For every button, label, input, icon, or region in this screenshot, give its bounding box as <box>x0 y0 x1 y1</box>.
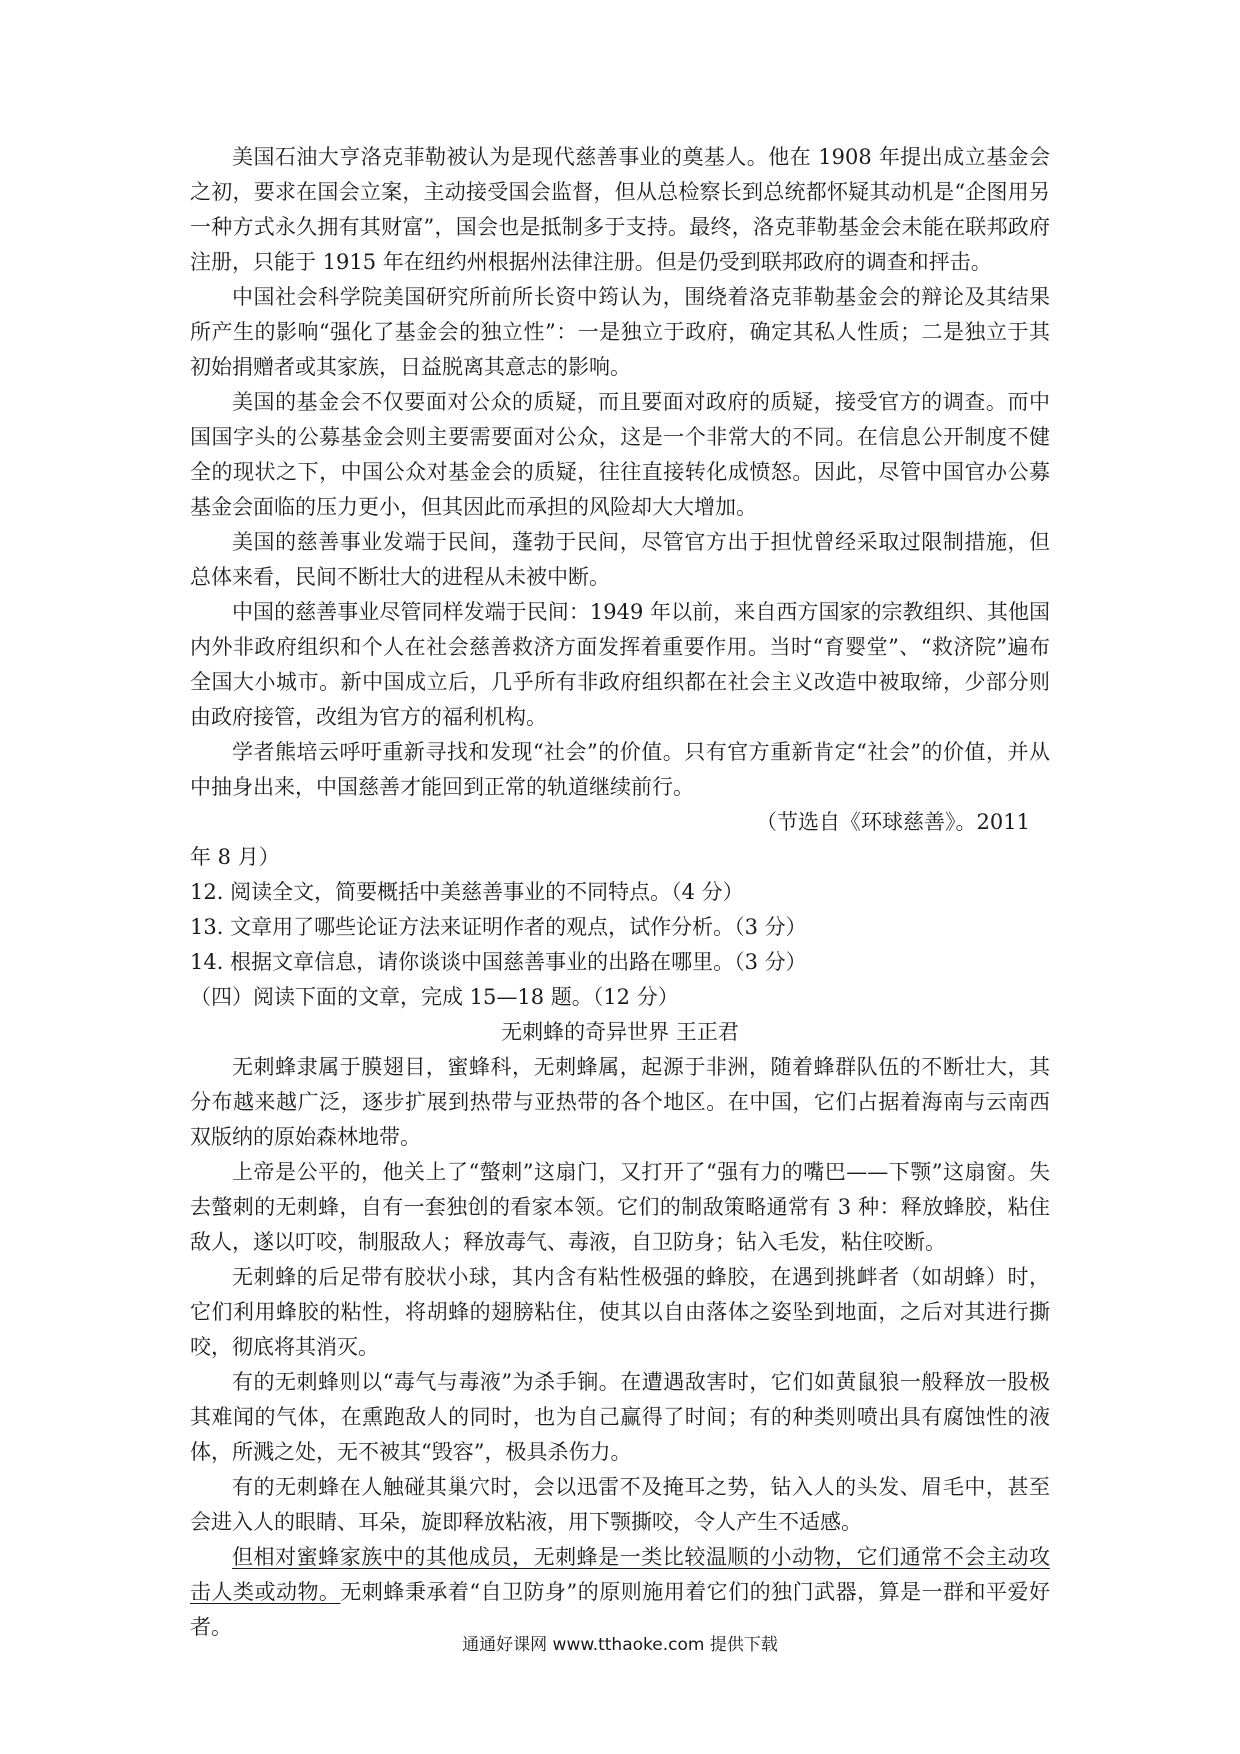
source-note: （节选自《环球慈善》。2011 <box>756 810 1030 834</box>
paragraph: 美国的基金会不仅要面对公众的质疑，而且要面对政府的质疑，接受官方的调查。而中国国字头的公募基金会则主要需要面对公众，这是一个非常大的不同。在信息公开制度不健全的现状之下，中国公众对基金会的质疑，往往直接转化成愤怒。因此，尽管中国官办公募基金会面临的压力更小，但其因此而承担的风险却大大增加。 <box>190 390 1050 519</box>
source-note-continued: 年 8 月） <box>190 845 280 869</box>
question-13: 13. 文章用了哪些论证方法来证明作者的观点，试作分析。（3 分） <box>190 915 807 939</box>
paragraph: 有的无刺蜂在人触碰其巢穴时，会以迅雷不及掩耳之势，钻入人的头发、眉毛中，甚至会进入人的眼睛、耳朵，旋即释放粘液，用下颚撕咬，令人产生不适感。 <box>190 1475 1050 1534</box>
final-paragraph-rest: 无刺蜂秉承着“自卫防身”的原则施用着它们的独门武器，算是一群和平爱好者。 <box>190 1580 1051 1639</box>
question-12: 12. 阅读全文，简要概括中美慈善事业的不同特点。（4 分） <box>190 880 744 904</box>
paragraph: 中国的慈善事业尽管同样发端于民间：1949 年以前，来自西方国家的宗教组织、其他国内外非政府组织和个人在社会慈善救济方面发挥着重要作用。当时“育婴堂”、“救济院”遍布全国大小城市。新中国成立后，几乎所有非政府组织都在社会主义改造中被取缔，少部分则由政府接管，改组为官方的福利机构。 <box>190 600 1050 729</box>
paragraph: 美国的慈善事业发端于民间，蓬勃于民间，尽管官方出于担忧曾经采取过限制措施，但总体来看，民间不断壮大的进程从未被中断。 <box>190 530 1050 589</box>
page-content <box>190 140 1050 1645</box>
article-title: 无刺蜂的奇异世界 王正君 <box>501 1020 739 1044</box>
question-14: 14. 根据文章信息，请你谈谈中国慈善事业的出路在哪里。（3 分） <box>190 950 807 974</box>
paragraph: 美国石油大亨洛克菲勒被认为是现代慈善事业的奠基人。他在 1908 年提出成立基金会之初，要求在国会立案，主动接受国会监督，但从总检察长到总统都怀疑其动机是“企图用另一种方式永久拥有其财富”，国会也是抵制多于支持。最终，洛克菲勒基金会未能在联邦政府注册，只能于 1915 年在纽约州根据州法律注册。但是仍受到联邦政府的调查和抨击。 <box>190 145 1050 274</box>
paragraph: 学者熊培云呼吁重新寻找和发现“社会”的价值。只有官方重新肯定“社会”的价值，并从中抽身出来，中国慈善才能回到正常的轨道继续前行。 <box>190 740 1050 799</box>
paragraph: 上帝是公平的，他关上了“螫刺”这扇门，又打开了“强有力的嘴巴——下颚”这扇窗。失去螫刺的无刺蜂，自有一套独创的看家本领。它们的制敌策略通常有 3 种：释放蜂胶，粘住敌人，遂以叮咬，制服敌人；释放毒气、毒液，自卫防身；钻入毛发，粘住咬断。 <box>190 1160 1050 1254</box>
paragraph: 无刺蜂的后足带有胶状小球，其内含有粘性极强的蜂胶，在遇到挑衅者（如胡蜂）时，它们利用蜂胶的粘性，将胡蜂的翅膀粘住，使其以自由落体之姿坠到地面，之后对其进行撕咬，彻底将其消灭。 <box>190 1265 1050 1359</box>
paragraph: 无刺蜂隶属于膜翅目，蜜蜂科，无刺蜂属，起源于非洲，随着蜂群队伍的不断壮大，其分布越来越广泛，逐步扩展到热带与亚热带的各个地区。在中国，它们占据着海南与云南西双版纳的原始森林地带。 <box>190 1055 1050 1149</box>
page-footer: 通通好课网 www.tthaoke.com 提供下载 <box>462 1635 778 1655</box>
section-heading: （四）阅读下面的文章，完成 15—18 题。（12 分） <box>190 985 679 1009</box>
paragraph: 有的无刺蜂则以“毒气与毒液”为杀手锏。在遭遇敌害时，它们如黄鼠狼一般释放一股极其难闻的气体，在熏跑敌人的同时，也为自己赢得了时间；有的种类则喷出具有腐蚀性的液体，所溅之处，无不被其“毁容”，极具杀伤力。 <box>190 1370 1050 1464</box>
paragraph: 中国社会科学院美国研究所前所长资中筠认为，围绕着洛克菲勒基金会的辩论及其结果所产生的影响“强化了基金会的独立性”：一是独立于政府，确定其私人性质；二是独立于其初始捐赠者或其家族，日益脱离其意志的影响。 <box>190 285 1050 379</box>
underlined-sentence: 但相对蜜蜂家族中的其他成员，无刺蜂是一类比较温顺的小动物，它们通常不会主动攻击人类或动物。 <box>190 1545 1050 1604</box>
